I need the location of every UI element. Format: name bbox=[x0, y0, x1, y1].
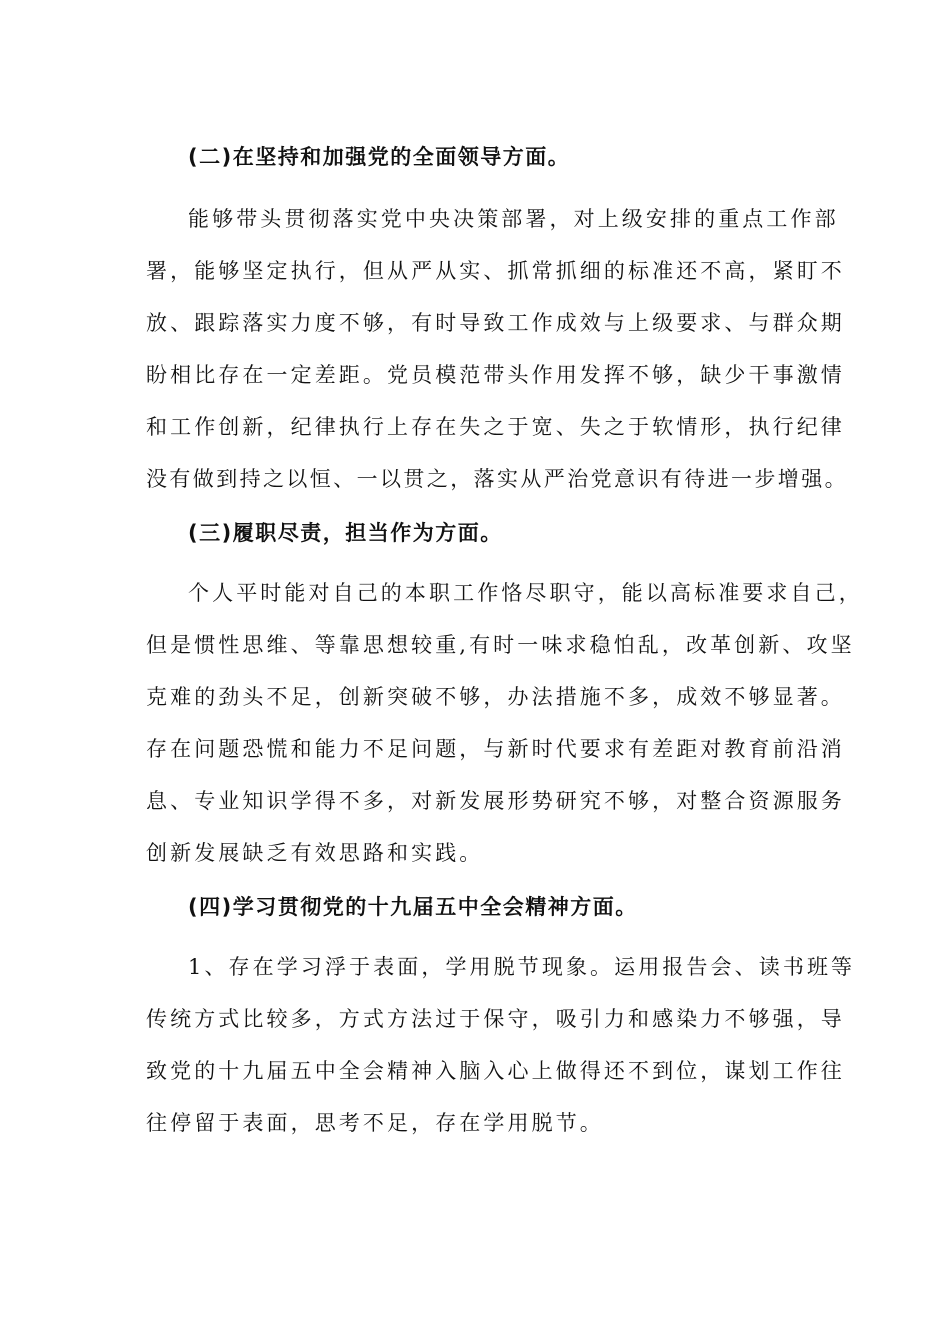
paragraph-line: 和工作创新，纪律执行上存在失之于宽、失之于软情形，执行纪律 bbox=[146, 415, 845, 439]
paragraph-line: 署，能够坚定执行，但从严从实、抓常抓细的标准还不高，紧盯不 bbox=[146, 259, 845, 283]
paragraph-line: 创新发展缺乏有效思路和实践。 bbox=[146, 841, 484, 865]
document-body bbox=[146, 131, 863, 1149]
section-heading-4: (四)学习贯彻党的十九届五中全会精神方面。 bbox=[188, 895, 638, 919]
paragraph-line: 放、跟踪落实力度不够，有时导致工作成效与上级要求、与群众期 bbox=[146, 311, 845, 335]
paragraph-line: 盼相比存在一定差距。党员模范带头作用发挥不够，缺少干事激情 bbox=[146, 363, 845, 387]
paragraph-line: 存在问题恐慌和能力不足问题，与新时代要求有差距对教育前沿消 bbox=[146, 737, 845, 761]
paragraph-line: 但是惯性思维、等靠思想较重,有时一味求稳怕乱，改革创新、攻坚 bbox=[146, 633, 855, 657]
paragraph-line: 往停留于表面，思考不足，存在学用脱节。 bbox=[146, 1111, 604, 1135]
section-heading-2: (二)在坚持和加强党的全面领导方面。 bbox=[188, 145, 571, 169]
paragraph-line: 致党的十九届五中全会精神入脑入心上做得还不到位，谋划工作往 bbox=[146, 1059, 845, 1083]
paragraph-line: 能够带头贯彻落实党中央决策部署，对上级安排的重点工作部 bbox=[188, 207, 839, 231]
paragraph-line: 1、存在学习浮于表面，学用脱节现象。运用报告会、读书班等 bbox=[188, 955, 856, 979]
paragraph-line: 息、专业知识学得不多，对新发展形势研究不够，对整合资源服务 bbox=[146, 789, 845, 813]
paragraph-line: 个人平时能对自己的本职工作恪尽职守，能以高标准要求自己， bbox=[188, 581, 863, 605]
paragraph-line: 克难的劲头不足，创新突破不够，办法措施不多，成效不够显著。 bbox=[146, 685, 845, 709]
paragraph-line: 传统方式比较多，方式方法过于保守，吸引力和感染力不够强，导 bbox=[146, 1007, 845, 1031]
section-heading-3: (三)履职尽责，担当作为方面。 bbox=[188, 521, 503, 545]
paragraph-line: 没有做到持之以恒、一以贯之，落实从严治党意识有待进一步增强。 bbox=[146, 467, 848, 491]
